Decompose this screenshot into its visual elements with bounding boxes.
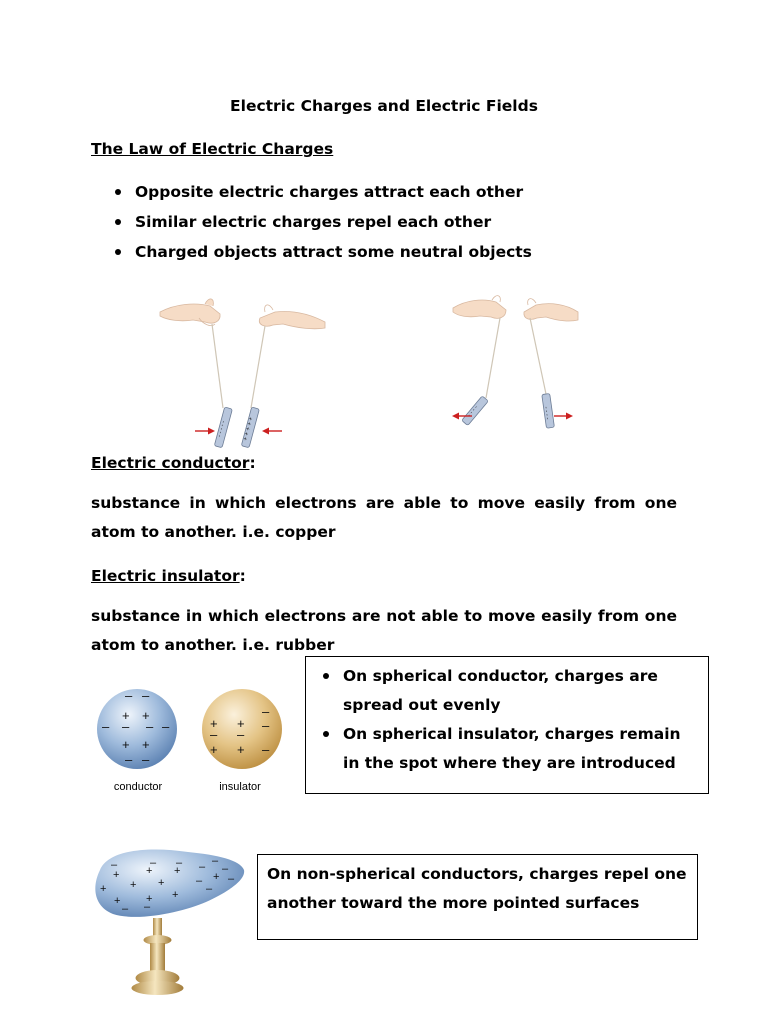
svg-text:–: – bbox=[210, 727, 218, 742]
sphere-charges-box bbox=[305, 656, 709, 794]
sphere-charges-list bbox=[314, 662, 700, 778]
attraction-illustration bbox=[155, 292, 330, 452]
right-hand-icon bbox=[524, 299, 578, 321]
svg-text:+: + bbox=[122, 737, 130, 752]
svg-text:+ + + + +: + + + + + bbox=[242, 416, 255, 442]
svg-text:–: – bbox=[262, 742, 270, 757]
law-bullet-item: Charged objects attract some neutral objects bbox=[112, 240, 532, 270]
nonspherical-box bbox=[257, 854, 698, 940]
left-hand-icon bbox=[453, 296, 506, 319]
string-right bbox=[251, 326, 265, 408]
law-bullet-item: Opposite electric charges attract each other bbox=[112, 180, 532, 210]
svg-text:–: – bbox=[176, 857, 183, 869]
svg-text:+: + bbox=[210, 742, 218, 757]
conductor-sphere bbox=[97, 688, 177, 769]
svg-text:+: + bbox=[213, 871, 220, 883]
svg-text:+: + bbox=[100, 883, 107, 895]
left-hand-icon bbox=[160, 299, 220, 326]
svg-text:+: + bbox=[174, 865, 181, 877]
law-heading-text: The Law of Electric Charges bbox=[91, 140, 334, 158]
spheres-illustration bbox=[92, 686, 292, 798]
insulator-definition: substance in which electrons are not able to move easily from one atom to another. i.e. rubber bbox=[91, 607, 677, 654]
string-left bbox=[486, 318, 500, 398]
right-hand-icon bbox=[259, 305, 325, 329]
law-heading bbox=[91, 138, 333, 160]
svg-text:–: – bbox=[199, 861, 206, 873]
svg-text:+: + bbox=[142, 737, 150, 752]
svg-text:- - - -: - - - - bbox=[543, 406, 552, 420]
insulator-heading bbox=[91, 565, 246, 587]
nonspherical-conductor-illustration bbox=[88, 840, 258, 1000]
svg-text:- - - - -: - - - - - bbox=[216, 420, 227, 438]
arrow-right-icon bbox=[554, 413, 573, 420]
charged-rod-right bbox=[542, 393, 555, 428]
conductor-label: conductor bbox=[113, 781, 163, 793]
svg-text:+: + bbox=[237, 742, 245, 757]
svg-text:–: – bbox=[125, 688, 133, 703]
conductor-heading-colon: : bbox=[249, 454, 256, 472]
svg-text:–: – bbox=[122, 719, 130, 734]
law-bullet-item: Similar electric charges repel each other bbox=[112, 210, 532, 240]
conductor-heading-text: Electric conductor bbox=[91, 454, 250, 472]
svg-text:+: + bbox=[114, 895, 121, 907]
svg-text:–: – bbox=[142, 688, 150, 703]
charged-rod-right bbox=[241, 407, 259, 448]
svg-text:–: – bbox=[212, 855, 219, 867]
svg-text:–: – bbox=[122, 903, 129, 915]
charged-rod-left bbox=[214, 407, 232, 448]
charged-rod-left bbox=[462, 396, 489, 426]
svg-text:–: – bbox=[162, 719, 170, 734]
svg-text:–: – bbox=[111, 859, 118, 871]
insulator-heading-text: Electric insulator bbox=[91, 567, 240, 585]
svg-text:–: – bbox=[228, 873, 235, 885]
svg-text:+: + bbox=[113, 869, 120, 881]
svg-text:–: – bbox=[206, 883, 213, 895]
arrow-left-icon bbox=[262, 428, 282, 435]
svg-text:–: – bbox=[125, 752, 133, 767]
page-title: Electric Charges and Electric Fields bbox=[230, 97, 538, 115]
svg-text:+: + bbox=[146, 865, 153, 877]
nonspherical-box-text: On non-spherical conductors, charges repel one another toward the more pointed surfaces bbox=[267, 865, 687, 912]
svg-text:+: + bbox=[172, 889, 179, 901]
svg-text:–: – bbox=[102, 719, 110, 734]
insulator-label: insulator bbox=[219, 781, 261, 793]
string-left bbox=[212, 324, 223, 408]
svg-text:–: – bbox=[150, 857, 157, 869]
arrow-right-icon bbox=[195, 428, 215, 435]
repulsion-illustration bbox=[448, 290, 583, 440]
svg-text:–: – bbox=[262, 704, 270, 719]
svg-text:–: – bbox=[142, 752, 150, 767]
svg-text:+: + bbox=[142, 708, 150, 723]
svg-text:- - - -: - - - - bbox=[466, 404, 480, 419]
svg-text:–: – bbox=[196, 875, 203, 887]
svg-text:+: + bbox=[122, 708, 130, 723]
conductor-heading bbox=[91, 452, 256, 474]
charged-blob bbox=[95, 849, 244, 916]
svg-text:–: – bbox=[222, 863, 229, 875]
svg-text:+: + bbox=[130, 879, 137, 891]
insulating-stand bbox=[132, 918, 184, 995]
svg-text:+: + bbox=[158, 877, 165, 889]
insulator-sphere bbox=[202, 689, 282, 769]
string-right bbox=[530, 318, 546, 394]
conductor-definition: substance in which electrons are able to move easily from one atom to another. i.e. copper bbox=[91, 494, 677, 541]
law-bullet-list bbox=[112, 180, 532, 270]
sphere-charges-item: On spherical insulator, charges remain in the spot where they are introduced bbox=[314, 720, 700, 778]
svg-text:–: – bbox=[144, 901, 151, 913]
svg-text:–: – bbox=[237, 727, 245, 742]
insulator-heading-colon: : bbox=[239, 567, 246, 585]
svg-text:–: – bbox=[146, 719, 154, 734]
svg-text:–: – bbox=[262, 718, 270, 733]
svg-text:+: + bbox=[146, 893, 153, 905]
svg-text:+: + bbox=[210, 716, 218, 731]
svg-text:+: + bbox=[237, 716, 245, 731]
sphere-charges-item: On spherical conductor, charges are spread out evenly bbox=[314, 662, 700, 720]
